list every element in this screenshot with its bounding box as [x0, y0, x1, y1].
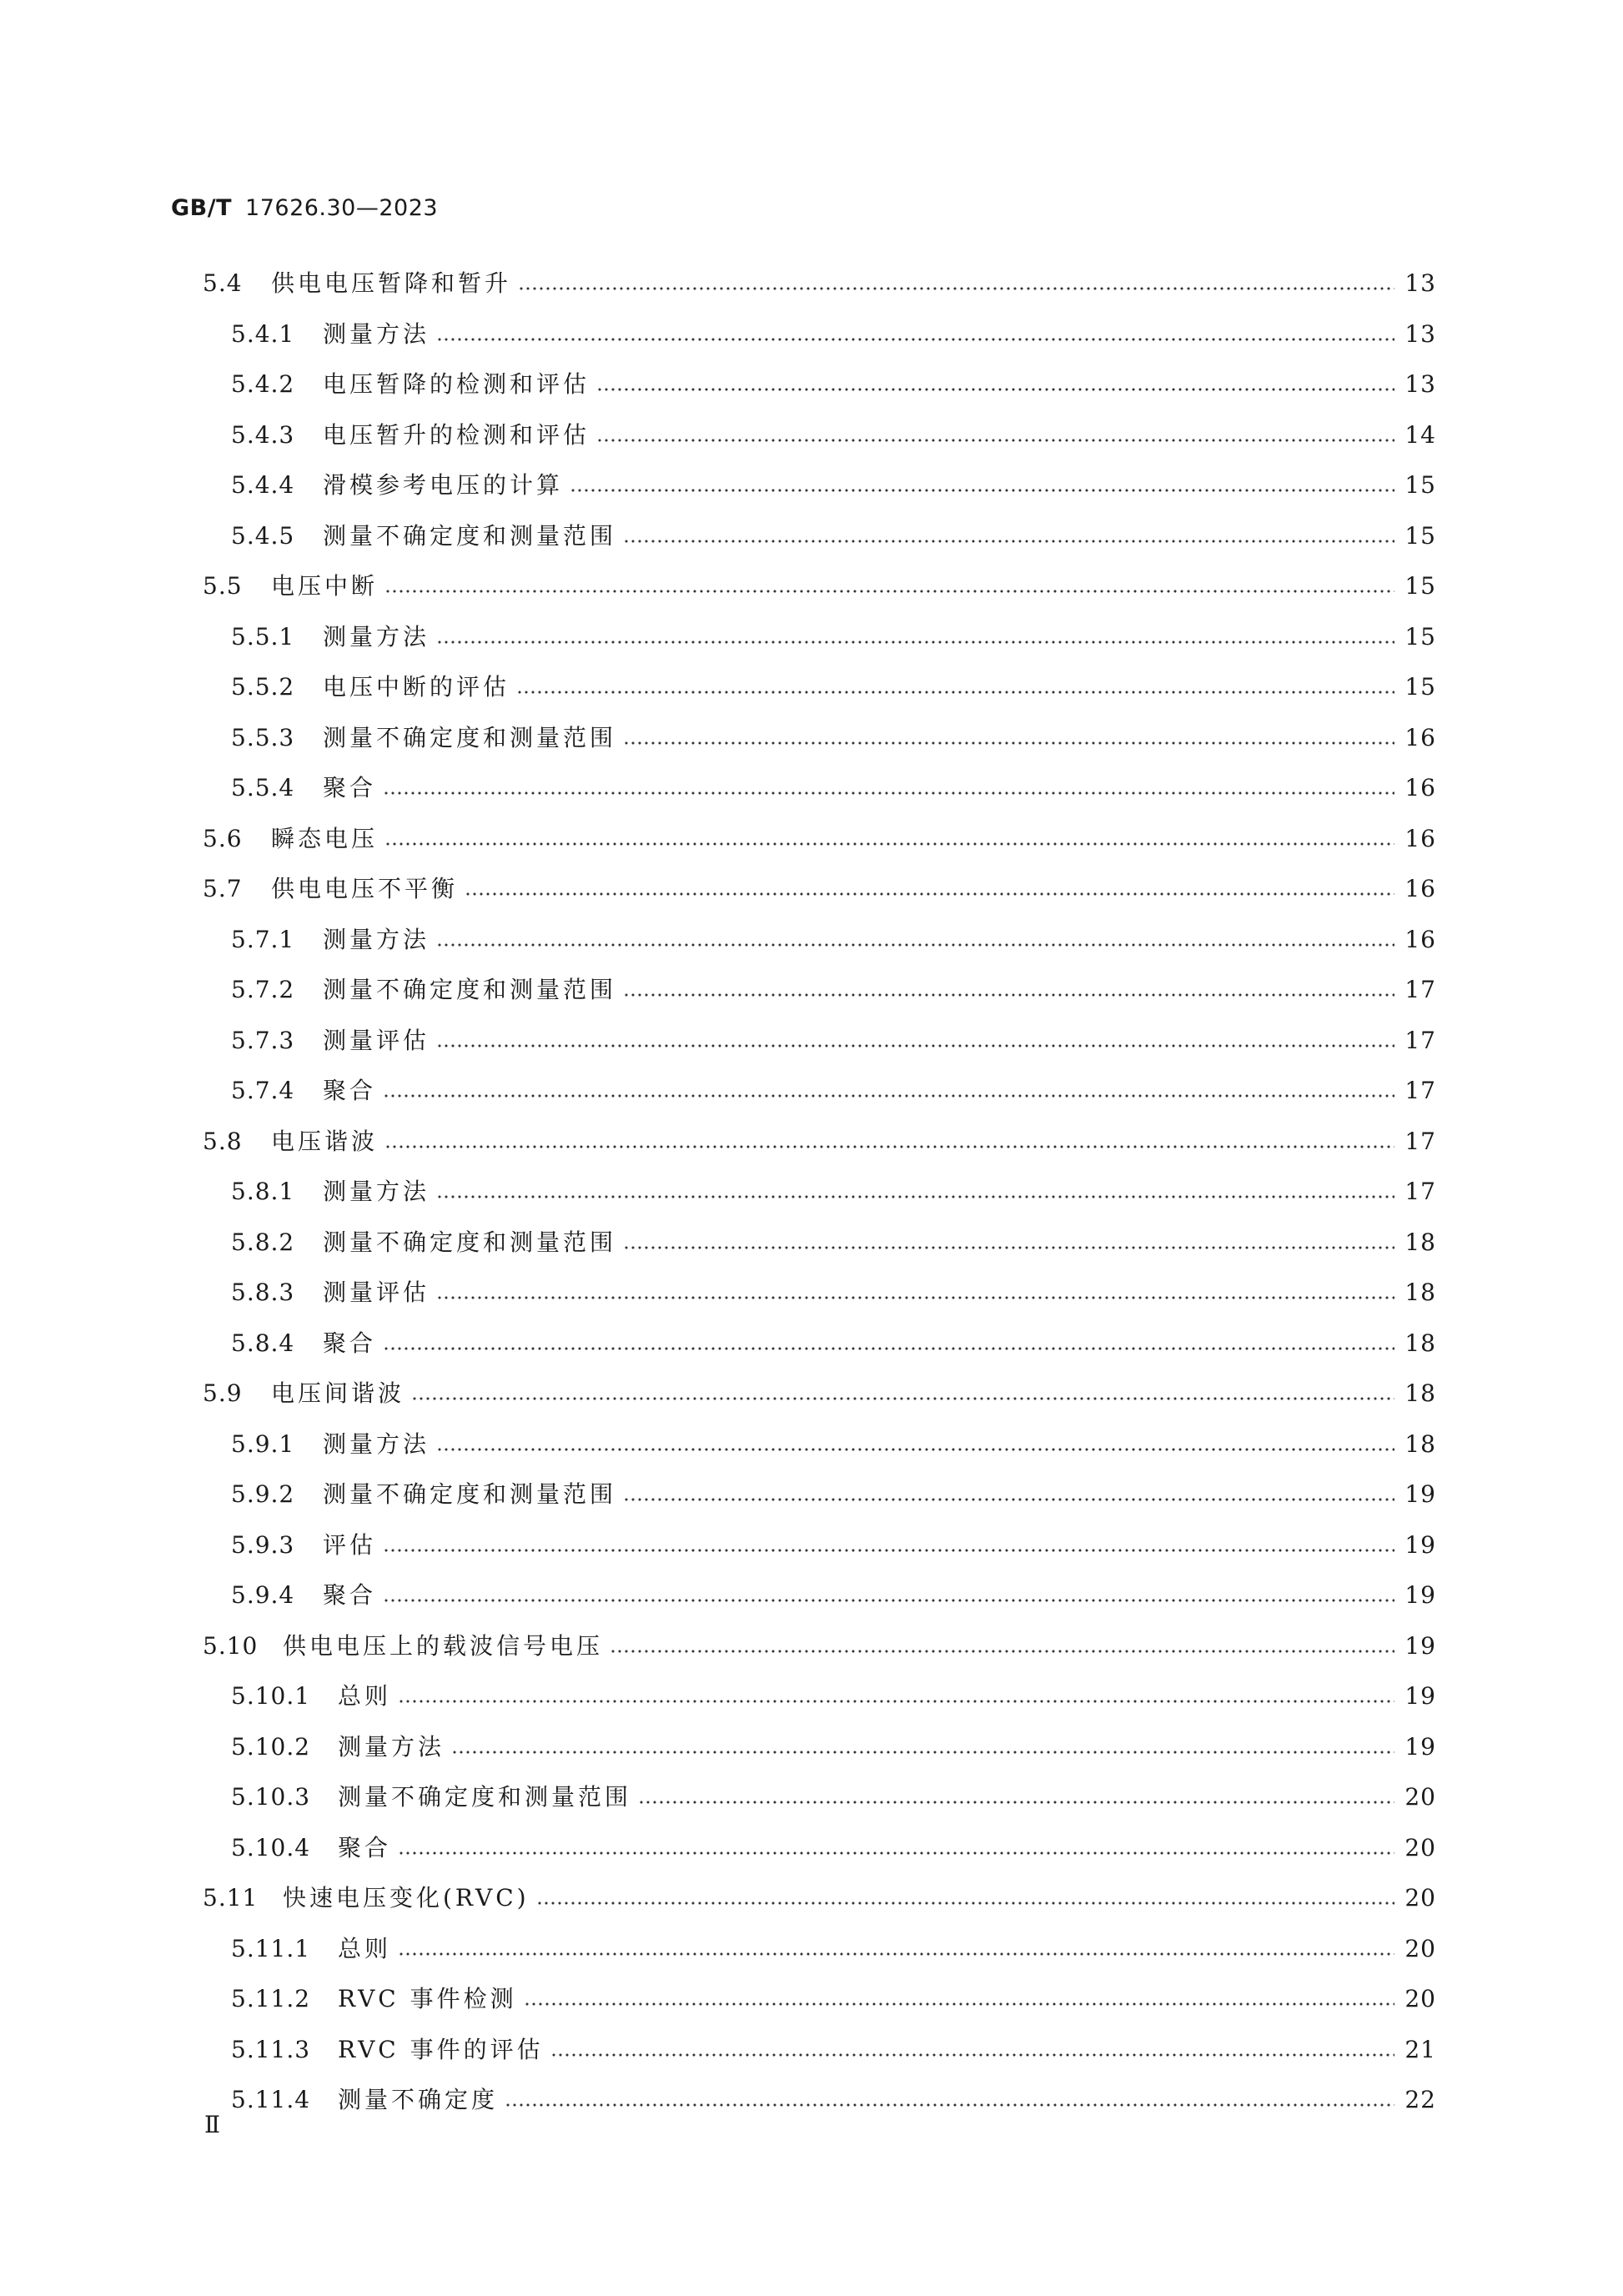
toc-leader-dots: [524, 1981, 1394, 2017]
toc-entry[interactable]: [231, 669, 1436, 706]
toc-page-number: 17: [1404, 1077, 1436, 1104]
toc-entry[interactable]: [231, 972, 1436, 1008]
toc-page-number: 22: [1404, 2086, 1436, 2113]
toc-page-number: 17: [1404, 976, 1436, 1003]
toc-page-number: 15: [1404, 471, 1436, 499]
toc-title: 测量不确定度和测量范围: [338, 1783, 632, 1811]
toc-section-number: 5.9.4: [231, 1581, 295, 1609]
toc-entry[interactable]: [231, 1577, 1436, 1614]
toc-page-number: 14: [1404, 421, 1436, 449]
toc-entry[interactable]: [231, 518, 1436, 555]
toc-entry[interactable]: [231, 1729, 1436, 1766]
toc-section-number: 5.8.1: [231, 1178, 295, 1205]
toc-page-number: 15: [1404, 522, 1436, 550]
toc-section-number: 5.8.4: [231, 1329, 295, 1357]
toc-title: 电压间谐波: [271, 1379, 405, 1407]
toc-page-number: 18: [1404, 1430, 1436, 1458]
toc-leader-dots: [384, 821, 1394, 857]
toc-title: 评估: [323, 1531, 377, 1559]
toc-leader-dots: [398, 1830, 1394, 1866]
toc-title: RVC 事件的评估: [338, 2036, 544, 2063]
toc-title: 测量方法: [323, 623, 430, 651]
toc-page-number: 16: [1404, 724, 1436, 751]
toc-title: 供电电压不平衡: [271, 875, 459, 902]
toc-title: 测量方法: [323, 320, 430, 348]
toc-entry[interactable]: [231, 1173, 1436, 1210]
toc-title: 滑模参考电压的计算: [323, 471, 564, 499]
document-header: [171, 190, 438, 227]
toc-section-number: 5.11.3: [231, 2036, 311, 2063]
toc-section-number: 5.4: [203, 269, 243, 297]
toc-title: 聚合: [323, 1329, 377, 1357]
toc-leader-dots: [383, 1073, 1394, 1109]
toc-leader-dots: [610, 1628, 1394, 1665]
toc-entry[interactable]: [231, 1931, 1436, 1967]
toc-leader-dots: [436, 619, 1394, 656]
toc-section-number: 5.8.2: [231, 1228, 295, 1256]
toc-title: 电压暂降的检测和评估: [323, 370, 590, 398]
toc-page-number: 20: [1404, 1935, 1436, 1962]
toc-title: 瞬态电压: [271, 825, 379, 852]
toc-title: 快速电压变化(RVC): [283, 1884, 530, 1912]
toc-section-number: 5.4.4: [231, 471, 295, 499]
toc-title: 聚合: [323, 774, 377, 801]
toc-page-number: 19: [1404, 1733, 1436, 1761]
toc-page-number: 19: [1404, 1480, 1436, 1508]
toc-title: 电压中断的评估: [323, 673, 510, 701]
toc-title: 测量不确定度和测量范围: [323, 724, 617, 751]
toc-entry[interactable]: [231, 316, 1436, 353]
toc-entry[interactable]: [203, 265, 1436, 302]
toc-page-number: 19: [1404, 1632, 1436, 1660]
toc-entry[interactable]: [231, 1981, 1436, 2017]
toc-section-number: 5.11.4: [231, 2086, 311, 2113]
toc-entry[interactable]: [231, 1527, 1436, 1564]
toc-page-number: 13: [1404, 269, 1436, 297]
toc-entry[interactable]: [231, 2032, 1436, 2068]
toc-section-number: 5.11: [203, 1884, 259, 1912]
toc-title: RVC 事件检测: [338, 1985, 517, 2012]
toc-section-number: 5.10: [203, 1632, 259, 1660]
toc-section-number: 5.10.1: [231, 1682, 311, 1710]
toc-title: 测量方法: [323, 926, 430, 953]
toc-page-number: 13: [1404, 370, 1436, 398]
toc-title: 测量方法: [323, 1430, 430, 1458]
toc-page-number: 15: [1404, 572, 1436, 600]
toc-page-number: 19: [1404, 1531, 1436, 1559]
toc-page-number: 19: [1404, 1581, 1436, 1609]
toc-title: 总则: [338, 1682, 392, 1710]
toc-section-number: 5.8: [203, 1128, 243, 1155]
toc-entry[interactable]: [203, 821, 1436, 857]
toc-page-number: 15: [1404, 673, 1436, 701]
toc-page-number: 18: [1404, 1379, 1436, 1407]
toc-leader-dots: [505, 2082, 1394, 2118]
toc-page-number: 20: [1404, 1884, 1436, 1912]
toc-leader-dots: [596, 417, 1394, 454]
toc-section-number: 5.5.2: [231, 673, 295, 701]
toc-entry[interactable]: [231, 1274, 1436, 1311]
toc-entry[interactable]: [231, 1678, 1436, 1715]
toc-title: 聚合: [323, 1077, 377, 1104]
toc-title: 测量不确定度和测量范围: [323, 1480, 617, 1508]
toc-entry[interactable]: [231, 619, 1436, 656]
toc-section-number: 5.9.1: [231, 1430, 295, 1458]
toc-leader-dots: [623, 972, 1394, 1008]
toc-leader-dots: [516, 669, 1394, 706]
toc-page-number: 18: [1404, 1329, 1436, 1357]
standard-number: 17626.30—2023: [245, 195, 439, 221]
toc-section-number: 5.5.1: [231, 623, 295, 651]
toc-leader-dots: [384, 1123, 1394, 1160]
toc-title: 聚合: [338, 1834, 392, 1861]
toc-leader-dots: [383, 770, 1394, 806]
toc-entry[interactable]: [231, 417, 1436, 454]
toc-section-number: 5.6: [203, 825, 243, 852]
toc-entry[interactable]: [203, 1375, 1436, 1412]
toc-entry[interactable]: [231, 770, 1436, 806]
toc-leader-dots: [518, 265, 1394, 302]
toc-title: 测量方法: [323, 1178, 430, 1205]
toc-leader-dots: [596, 366, 1394, 403]
toc-entry[interactable]: [231, 2082, 1436, 2118]
toc-leader-dots: [383, 1577, 1394, 1614]
toc-entry[interactable]: [203, 871, 1436, 907]
toc-section-number: 5.5.3: [231, 724, 295, 751]
toc-leader-dots: [536, 1880, 1394, 1917]
toc-leader-dots: [436, 316, 1394, 353]
toc-section-number: 5.10.4: [231, 1834, 311, 1861]
toc-title: 总则: [338, 1935, 392, 1962]
toc-page-number: 16: [1404, 774, 1436, 801]
toc-section-number: 5.10.3: [231, 1783, 311, 1811]
toc-leader-dots: [570, 467, 1394, 504]
toc-entry[interactable]: [203, 1123, 1436, 1160]
toc-entry[interactable]: [231, 1476, 1436, 1513]
toc-leader-dots: [465, 871, 1394, 907]
toc-title: 电压暂升的检测和评估: [323, 421, 590, 449]
toc-section-number: 5.7.1: [231, 926, 295, 953]
toc-leader-dots: [398, 1931, 1394, 1967]
toc-entry[interactable]: [203, 1628, 1436, 1665]
toc-entry[interactable]: [231, 366, 1436, 403]
toc-entry[interactable]: [203, 1880, 1436, 1917]
toc-section-number: 5.8.3: [231, 1279, 295, 1306]
toc-section-number: 5.11.1: [231, 1935, 311, 1962]
toc-title: 电压中断: [271, 572, 379, 600]
toc-section-number: 5.9.3: [231, 1531, 295, 1559]
toc-entry[interactable]: [231, 720, 1436, 756]
toc-section-number: 5.7: [203, 875, 243, 902]
toc-section-number: 5.11.2: [231, 1985, 311, 2012]
toc-title: 供电电压暂降和暂升: [271, 269, 512, 297]
toc-page-number: 16: [1404, 926, 1436, 953]
page-number: Ⅱ: [204, 2111, 221, 2138]
toc-page-number: 17: [1404, 1128, 1436, 1155]
toc-leader-dots: [383, 1527, 1394, 1564]
toc-section-number: 5.5: [203, 572, 243, 600]
toc-leader-dots: [623, 1476, 1394, 1513]
toc-section-number: 5.4.5: [231, 522, 295, 550]
toc-entry[interactable]: [203, 568, 1436, 605]
toc-leader-dots: [638, 1779, 1394, 1816]
toc-leader-dots: [550, 2032, 1394, 2068]
toc-page-number: 20: [1404, 1834, 1436, 1861]
toc-title: 测量评估: [323, 1027, 430, 1054]
toc-page-number: 19: [1404, 1682, 1436, 1710]
toc-page-number: 16: [1404, 875, 1436, 902]
toc-title: 供电电压上的载波信号电压: [283, 1632, 604, 1660]
toc-title: 测量不确定度和测量范围: [323, 976, 617, 1003]
toc-title: 电压谐波: [271, 1128, 379, 1155]
toc-leader-dots: [384, 568, 1394, 605]
toc-leader-dots: [436, 1022, 1394, 1059]
toc-section-number: 5.10.2: [231, 1733, 311, 1761]
toc-title: 测量不确定度和测量范围: [323, 1228, 617, 1256]
toc-entry[interactable]: [231, 1224, 1436, 1261]
toc-page-number: 20: [1404, 1985, 1436, 2012]
toc-section-number: 5.9.2: [231, 1480, 295, 1508]
toc-page-number: 13: [1404, 320, 1436, 348]
toc-page-number: 17: [1404, 1178, 1436, 1205]
toc-page-number: 16: [1404, 825, 1436, 852]
toc-leader-dots: [623, 720, 1394, 756]
toc-leader-dots: [411, 1375, 1394, 1412]
toc-page-number: 21: [1404, 2036, 1436, 2063]
toc-section-number: 5.4.3: [231, 421, 295, 449]
toc-section-number: 5.9: [203, 1379, 243, 1407]
toc-page-number: 18: [1404, 1228, 1436, 1256]
toc-entry[interactable]: [231, 467, 1436, 504]
toc-entry[interactable]: [231, 922, 1436, 958]
toc-leader-dots: [398, 1678, 1394, 1715]
toc-page-number: 20: [1404, 1783, 1436, 1811]
toc-leader-dots: [436, 922, 1394, 958]
toc-leader-dots: [623, 1224, 1394, 1261]
toc-section-number: 5.5.4: [231, 774, 295, 801]
toc-section-number: 5.7.3: [231, 1027, 295, 1054]
toc-leader-dots: [383, 1325, 1394, 1362]
toc-section-number: 5.7.2: [231, 976, 295, 1003]
toc-entry[interactable]: [231, 1325, 1436, 1362]
toc-leader-dots: [436, 1274, 1394, 1311]
toc-section-number: 5.7.4: [231, 1077, 295, 1104]
toc-leader-dots: [451, 1729, 1394, 1766]
toc-entry[interactable]: [231, 1426, 1436, 1463]
toc-entry[interactable]: [231, 1022, 1436, 1059]
toc-entry[interactable]: [231, 1779, 1436, 1816]
toc-section-number: 5.4.1: [231, 320, 295, 348]
toc-title: 测量不确定度和测量范围: [323, 522, 617, 550]
toc-leader-dots: [436, 1426, 1394, 1463]
toc-leader-dots: [436, 1173, 1394, 1210]
toc-section-number: 5.4.2: [231, 370, 295, 398]
toc-leader-dots: [623, 518, 1394, 555]
toc-entry[interactable]: [231, 1830, 1436, 1866]
toc-entry[interactable]: [231, 1073, 1436, 1109]
toc-title: 测量方法: [338, 1733, 445, 1761]
toc-title: 测量不确定度: [338, 2086, 499, 2113]
standard-code: GB/T: [171, 195, 233, 221]
toc-page-number: 17: [1404, 1027, 1436, 1054]
toc-page-number: 18: [1404, 1279, 1436, 1306]
toc-title: 聚合: [323, 1581, 377, 1609]
toc-page-number: 15: [1404, 623, 1436, 651]
toc-title: 测量评估: [323, 1279, 430, 1306]
